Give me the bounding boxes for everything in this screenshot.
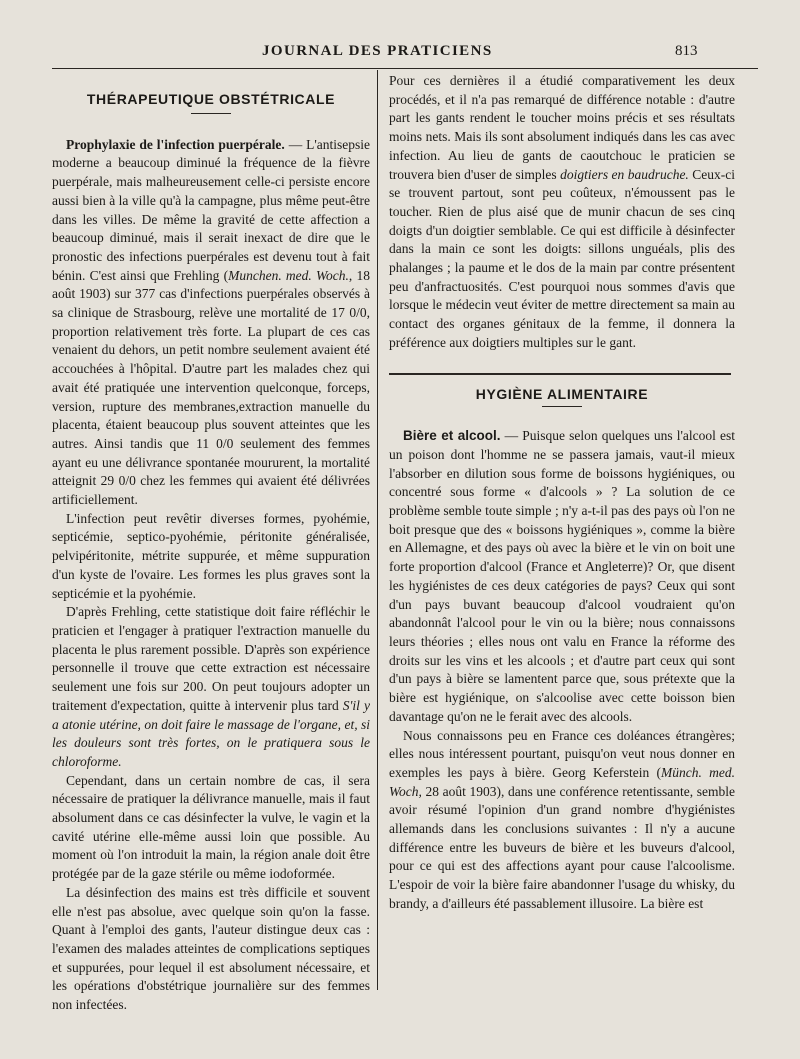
paragraph-2: L'infection peut revêtir diverses formes, pyohémie, septicémie, septico-pyohémie, péritonite généralisée, pelvipéritonite, métrite suppurée, et même suppuration d'un kyste de l'ovaire. Les formes les plus graves sont la septicémie et la pyohémie.: [52, 510, 370, 601]
paragraph-6-italic: doigtiers en baudruche.: [560, 166, 689, 182]
paragraph-3: [52, 603, 370, 771]
article-lead: Prophylaxie de l'infection puerpérale.: [66, 136, 285, 152]
page-number: 813: [675, 43, 698, 59]
journal-title: JOURNAL DES PRATICIENS: [262, 43, 493, 59]
section-title-hygiene: HYGIÈNE ALIMENTAIRE: [475, 385, 649, 402]
paragraph-1-text-a: — L'antisepsie moderne a beaucoup diminué la fréquence de la fièvre puerpérale, mais malheureusement celle-ci persiste encore aussi bien à la ville qu'à la campagne, plus même peut-être dans les villes. De même la gravité de cette affection a beaucoup diminué, mais il serait inexact de dire que le pronostic des infections puerpérales est devenu tout à fait bénin. C'est ainsi que Frehling (: [52, 136, 370, 283]
journal-reference: Munchen. med. Woch.: [228, 267, 349, 283]
paragraph-6: [389, 72, 735, 353]
paragraph-8-text-b: 28 août 1903), dans une conférence retentissante, semble avoir résumé l'opinion d'un grand nombre d'hygiénistes allemands dans les conclusions suivantes : Il n'y a aucune différence entre les buveurs de bière et les buveurs d'alcool, pour ce qui est des affections ayant pour cause l'alcoolisme. L'espoir de voir la bière faire abandonner l'usage du whisky, du brandy, a d'ailleurs été passablement illusoire. La bière est: [389, 783, 735, 911]
paragraph-8-text-a: Nous connaissons peu en France ces doléances étrangères; elles nous intéressent pourtant, puisqu'on veut nous donner en exemples les pays à bière. Georg Keferstein (: [389, 727, 735, 780]
paragraph-1: [52, 136, 370, 510]
running-head: [0, 40, 800, 66]
paragraph-8: [389, 727, 735, 914]
article-lead: Bière et alcool.: [403, 428, 501, 444]
paragraph-7-text: — Puisque selon quelques uns l'alcool est un poison dont l'homme ne se passera jamais, vaut-il mieux l'absorber en dilution sous forme de boissons hygiéniques, ou concentré sous forme « d'alcools » ? La solution de ce problème semble toute simple ; n'y a-t-il pas des pays où l'on ne boit presque que des « boissons hygiéniques », comme la bière en Allemagne, et des pays où avec la bière et le vin on boit une forte proportion d'alcool (France et Angleterre)? Or, que disent les hygiénistes de ces deux catégories de pays? Ceux qui sont d'un pays buvant beaucoup d'alcool voudraient qu'on abandonnât l'alcool pour le vin ou la bière; nous connaissons leurs théories ; elles nous ont valu en France la réforme des droits sur les vins et les alcools ; et d'autre part ceux qui sont d'un pays à bière se lamentent parce que, sous prétexte que la bière est hygiénique, on s'alcoolise avec cette boisson bien davantage qu'on ne le ferait avec des alcools.: [389, 428, 735, 724]
section-title-underline: [191, 113, 231, 114]
paragraph-3-italic: S'il y a atonie utérine, on doit faire le massage de l'organe, et, si les douleurs sont très fortes, on le pratiquera sous le chloroforme.: [52, 697, 370, 769]
paragraph-5: La désinfection des mains est très difficile et souvent elle n'est pas absolue, avec quelque soin qu'on la fasse. Quant à l'emploi des gants, l'auteur distingue deux cas : l'examen des malades atteintes de complications septiques et suppurées, pour lequel il est absolument nécessaire, et les opérations d'obstétrique journalière sur des femmes non infectées.: [52, 884, 370, 1013]
column-divider: [377, 70, 378, 990]
paragraph-4: Cependant, dans un certain nombre de cas, il sera nécessaire de pratiquer la délivrance manuelle, mais il faut absolument dans ce cas désinfecter la vulve, le vagin et la cavité utérine elle-même aussi loin que possible. Au moment où l'on introduit la main, la région anale doit être protégée par de la gaze stérile ou même iodoformée.: [52, 772, 370, 882]
paragraph-7: [389, 427, 735, 726]
left-column: [52, 72, 370, 1015]
section-title-therapeutique: THÉRAPEUTIQUE OBSTÉTRICALE: [86, 91, 336, 107]
journal-reference: Münch. med. Woch,: [389, 764, 736, 799]
section-title-underline: [542, 406, 582, 407]
header-rule: [52, 68, 758, 69]
paragraph-3-text: D'après Frehling, cette statistique doit faire réfléchir le praticien et l'engager à pratiquer l'extraction manuelle du placenta le plus rarement possible. D'après son expérience personnelle il trouve que cette extraction est nécessaire seulement une fois sur 200. On peut toujours adopter un traitement d'expectation, quitte à intervenir plus tard: [52, 604, 370, 713]
section-separator: [389, 373, 731, 375]
right-column: [389, 72, 735, 914]
paragraph-6-text-b: Ceux-ci se trouvent partout, sont peu coûteux, n'émoussent pas le toucher. Rien de plus aisé que de munir chacun de ses cinq doigts d'un doigtier semblable. Ce qui est difficile à désinfecter dans la main ce sont les doigts: sillons unguéals, plis des phalanges ; la paume et le dos de la main par contre présentent peu d'anfractuosités. C'est pourquoi nous sommes d'avis que lorsque le médecin veut éviter de mettre directement sa main au contact des organes génitaux de la femme, il donnera la préférence aux doigtiers multiples sur le gant.: [389, 166, 735, 350]
paragraph-1-text-b: , 18 août 1903) sur 377 cas d'infections puerpérales observés à sa clinique de Strasbourg, relève une mortalité de 17 0/0, proportion relativement très forte. La plupart de ces cas venaient du dehors, un petit nombre seulement avaient été accouchées à l'hôpital. D'autre part les malades chez qui avait été pratiquée une intervention quelconque, forceps, version, rupture des membranes,extraction manuelle du placenta, étaient beaucoup plus souvent atteintes que les autres. Ainsi tandis que 11 0/0 seulement des femmes ayant eu une délivrance spontanée moururent, la mortalité atteignit 29 0/0 chez les femmes qui avaient été délivrées artificiellement.: [52, 267, 370, 508]
paragraph-6-text-a: Pour ces dernières il a étudié comparativement les deux procédés, et il n'a pas remarqué de différence notable : d'autre part les gants rendent le toucher moins précis et ses résultats moins nets. Mais ils sont absolument indiqués dans les cas avec infection. Au lieu de gants de caoutchouc le praticien se trouvera bien d'user de simples: [389, 73, 735, 182]
